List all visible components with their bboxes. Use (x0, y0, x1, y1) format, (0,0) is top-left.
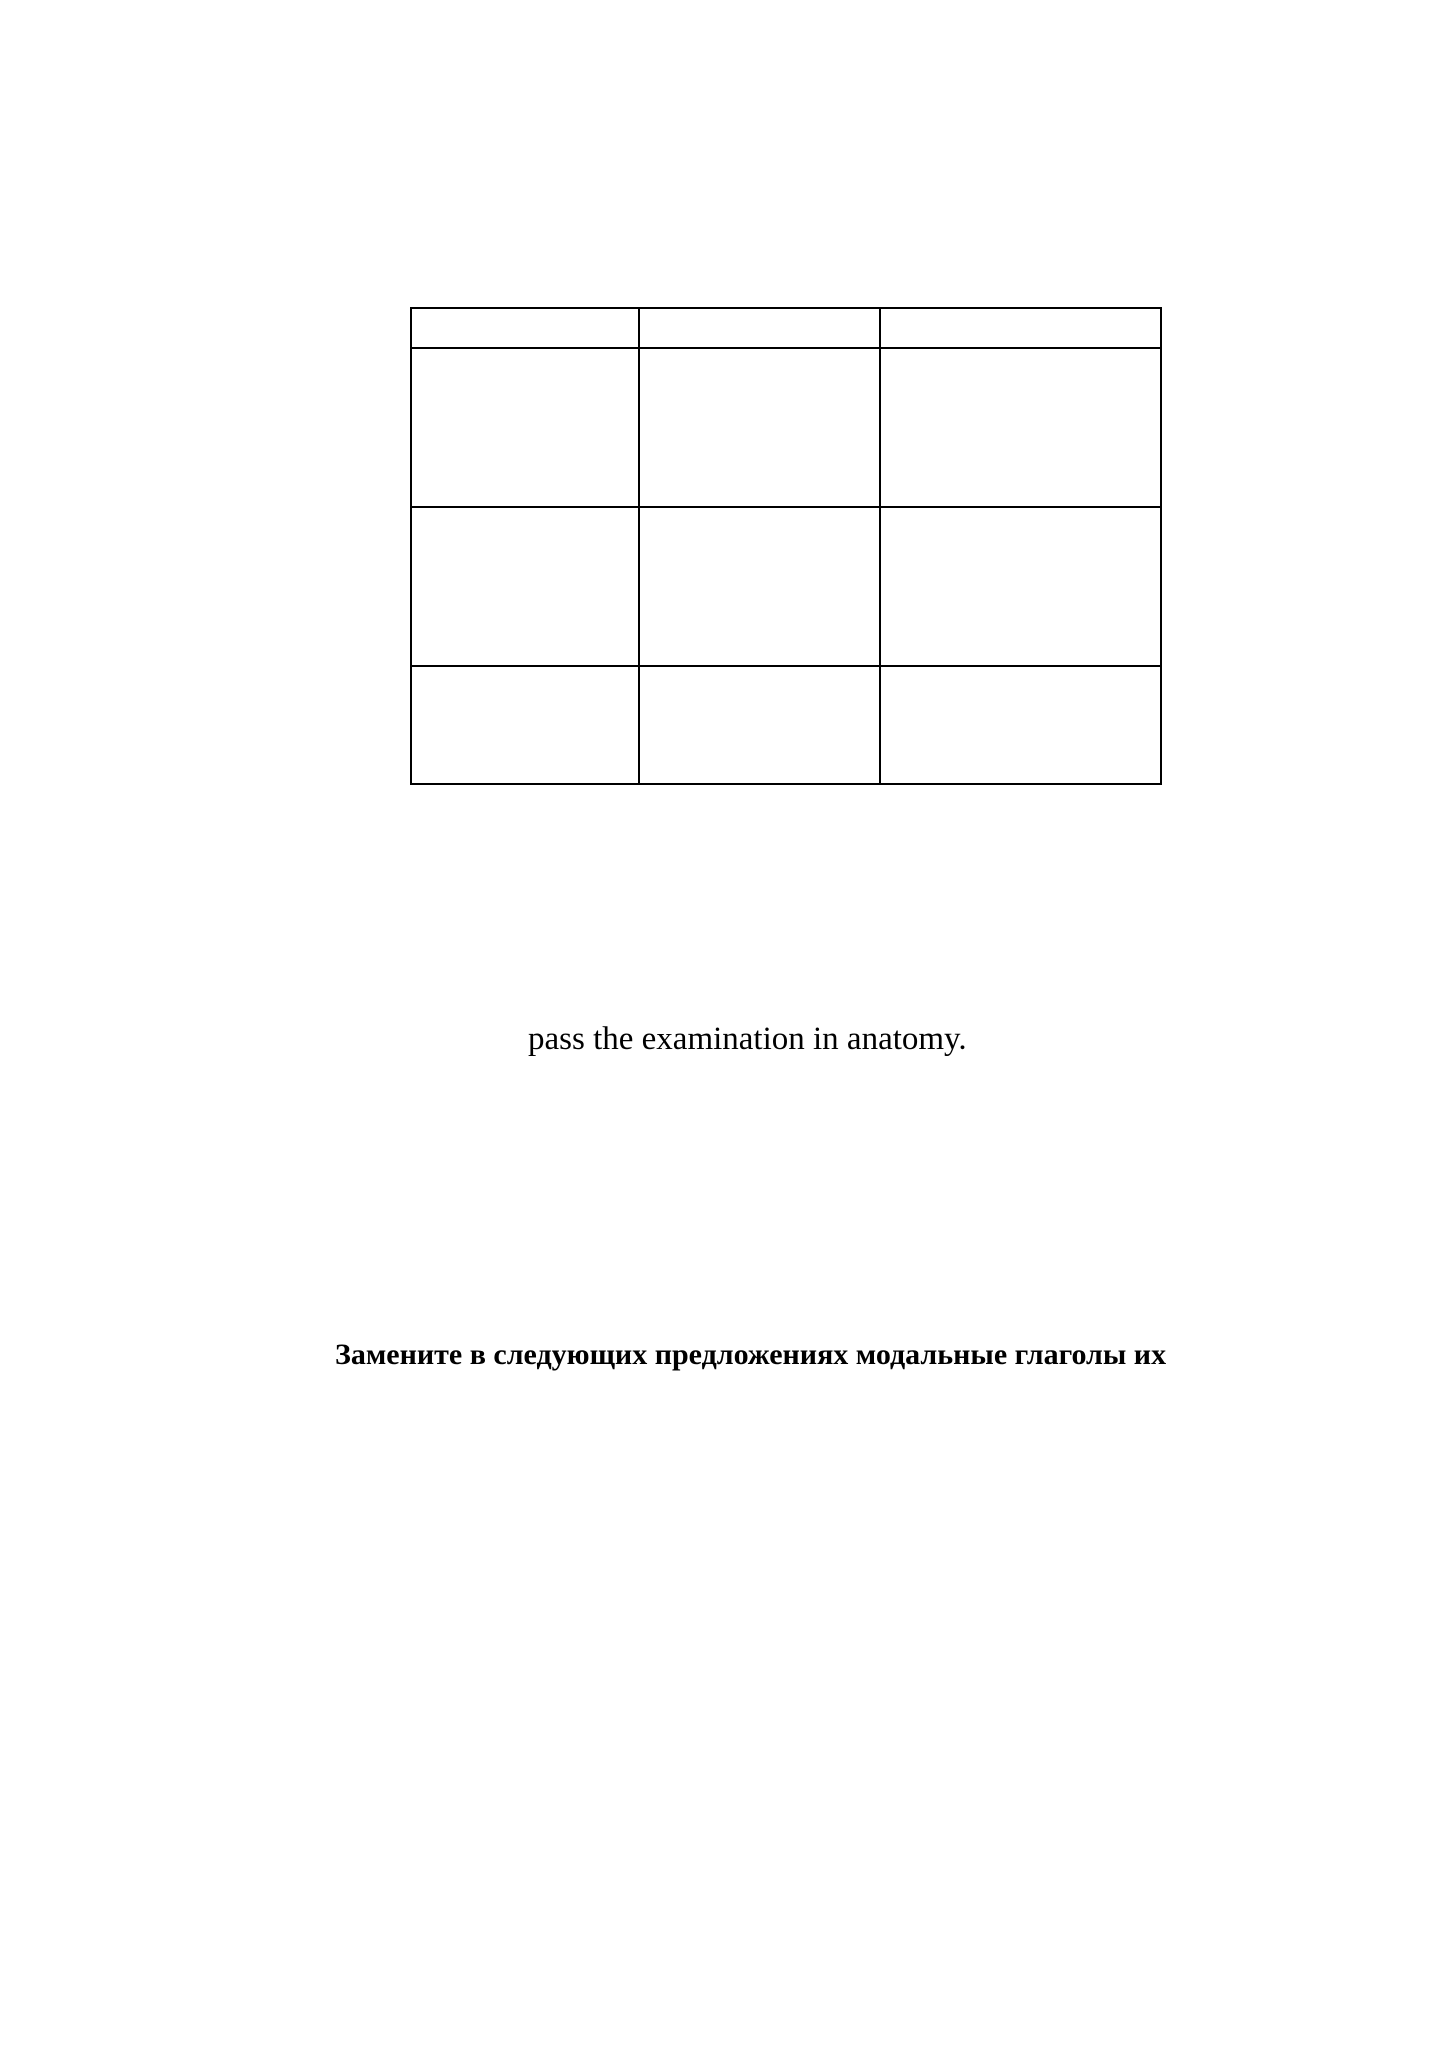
table-row (411, 507, 1161, 666)
empty-table (410, 307, 1162, 785)
table-row (411, 348, 1161, 507)
table-cell (880, 348, 1161, 507)
table-cell (639, 507, 880, 666)
table-cell (880, 666, 1161, 784)
table-cell (411, 348, 639, 507)
table-cell (639, 348, 880, 507)
table-cell (639, 308, 880, 348)
table-cell (411, 666, 639, 784)
table-cell (411, 507, 639, 666)
table-cell (411, 308, 639, 348)
table-cell (880, 308, 1161, 348)
body-text-line: pass the examination in anatomy. (528, 1021, 967, 1057)
task-heading: Замените в следующих предложениях модальные глаголы их (335, 1338, 1167, 1371)
table-cell (639, 666, 880, 784)
table-row (411, 308, 1161, 348)
table-row (411, 666, 1161, 784)
table-cell (880, 507, 1161, 666)
